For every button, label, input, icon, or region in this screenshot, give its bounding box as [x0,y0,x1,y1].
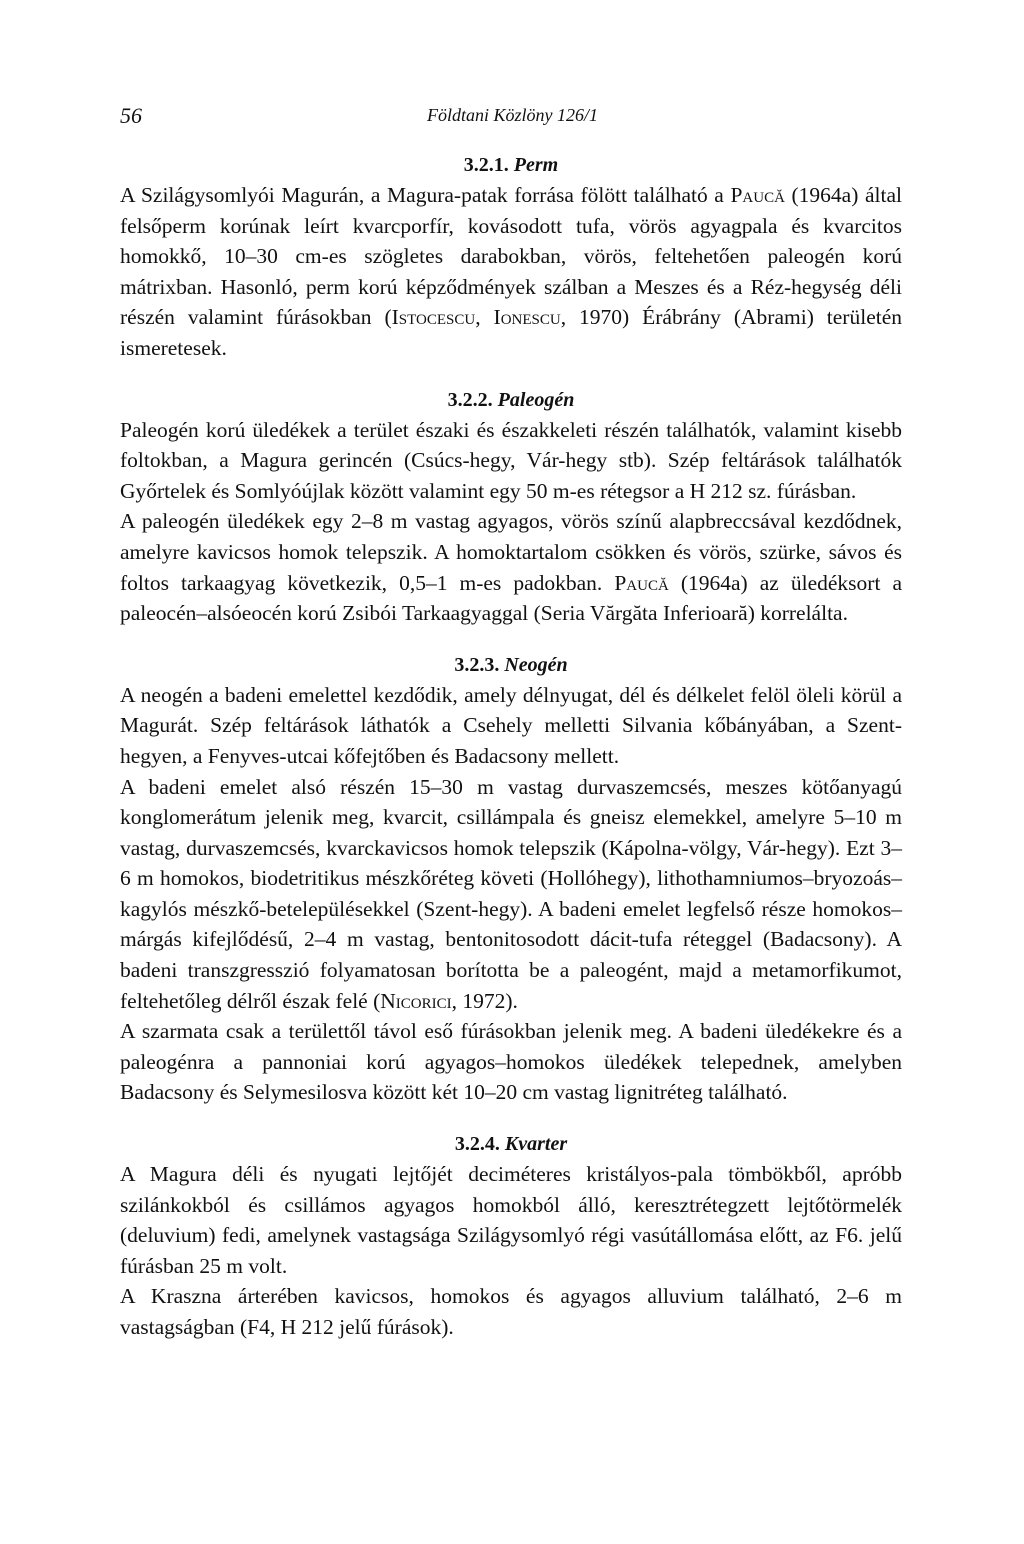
section-number: 3.2.4. [454,1133,500,1156]
section-heading-paleogen [120,385,902,415]
paragraph [120,180,902,364]
text-run: , [475,305,494,330]
author-name: Istocescu [391,305,476,330]
section-heading-perm [120,150,902,180]
text-run: A badeni emelet alsó részén 15–30 m vastag durvaszemcsés, meszes kötőanyagú konglomerátum jelenik meg, kvarcit, csillámpala és gneisz elemekkel, amelyre 5–10 m vastag, durvaszemcsés, kvarckavicsos homok telepszik (Kápolna-völgy, Vár-hegy). Ezt 3–6 m homokos, biodetritikus mészkőréteg követi (Hollóhegy), lithothamniumos–bryozoás–kagylós mészkő-betelepülésekkel (Szent-hegy). A badeni emelet legfelső része homokos–márgás kifejlődésű, 2–4 m vastag, bentonitosodott dácit-tufa réteggel (Badacsony). A badeni transzgresszió folyamatosan borította be a paleogént, majd a metamorfikumot, feltehetőleg délről észak felé ( [120,774,902,1013]
paragraph: Paleogén korú üledékek a terület északi és északkeleti részén találhatók, valamint kisebb foltokban, a Magura gerincén (Csúcs-hegy, Vár-hegy stb). Szép feltárások találhatók Győrtelek és Somlyóújlak között valamint egy 50 m-es rétegsor a H 212 sz. fúrásban. [120,417,902,503]
section-title: Perm [513,154,559,176]
section-title: Paleogén [497,388,575,411]
section-title: Neogén [504,653,568,676]
section-number: 3.2.3. [454,653,500,676]
section-number: 3.2.2. [447,388,493,411]
paragraph: A Magura déli és nyugati lejtőjét deciméteres kristályos-pala tömbökből, apróbb szilánkokból és csillámos agyagos homokból álló, keresztrétegzett lejtőtörmelék (deluvium) fedi, amelynek vastagsága Szilágysomlyó régi vasútállomása előtt, az F6. jelű fúrásban 25 m volt. [120,1162,902,1278]
author-name: Nicorici [380,988,452,1013]
text-run: (1964a) az üledéksort a paleocén–alsóeocén korú Zsibói Tarkaagyaggal (Seria Vărgăta Inferioară) korrelálta. [120,570,902,626]
text-run: A Szilágysomlyói Magurán, a Magura-patak forrása fölött található a [120,183,731,207]
section-heading-kvarter [120,1129,902,1159]
paragraph [120,772,902,1017]
author-name: Paucă [730,183,785,207]
text-run: (1964a) által felsőperm korúnak leírt kvarcporfír, kovásodott tufa, vörös agyagpala és kvarcitos homokkő, 10–30 cm-es szögletes darabokban, vörös, feltehetően paleogén korú mátrixban. Hasonló, perm korú képződmények szálban a Meszes és a Réz-hegység déli részén valamint fúrásokban ( [120,183,902,330]
author-name: Ionescu [493,305,561,330]
section-number: 3.2.1. [463,154,509,176]
paragraph: A neogén a badeni emelettel kezdődik, amely délnyugat, dél és délkelet felöl öleli körül a Magurát. Szép feltárások láthatók a Csehely melletti Silvania kőbányában, a Szent-hegyen, a Fenyves-utcai kőfejtőben és Badacsony mellett. [120,682,902,768]
text-run: , 1970) Érábrány (Abrami) területén ismeretesek. [120,305,903,360]
section-title: Kvarter [504,1133,568,1156]
author-name: Paucă [614,570,669,595]
text-run: , 1972). [451,988,518,1013]
paragraph: A Kraszna árterében kavicsos, homokos és agyagos alluvium található, 2–6 m vastagságban (F4, H 212 jelű fúrások). [120,1284,902,1339]
page-header [120,103,900,133]
section-heading-neogen [120,650,902,680]
page-number: 56 [120,103,142,128]
paragraph [120,506,902,628]
paragraph: A szarmata csak a területtől távol eső fúrásokban jelenik meg. A badeni üledékekre és a paleogénra a pannoniai korú agyagos–homokos üledékek telepednek, amelyben Badacsony és Selymesilosva között két 10–20 cm vastag lignitréteg található. [120,1019,902,1105]
text-run: A paleogén üledékek egy 2–8 m vastag agyagos, vörös színű alapbreccsával kezdődnek, amelyre kavicsos homok telepszik. A homoktartalom csökken és vörös, szürke, sávos és foltos tarkaagyag következik, 0,5–1 m-es padokban. [120,509,902,595]
journal-title: Földtani Közlöny 126/1 [427,105,598,125]
page-content [120,150,902,1343]
